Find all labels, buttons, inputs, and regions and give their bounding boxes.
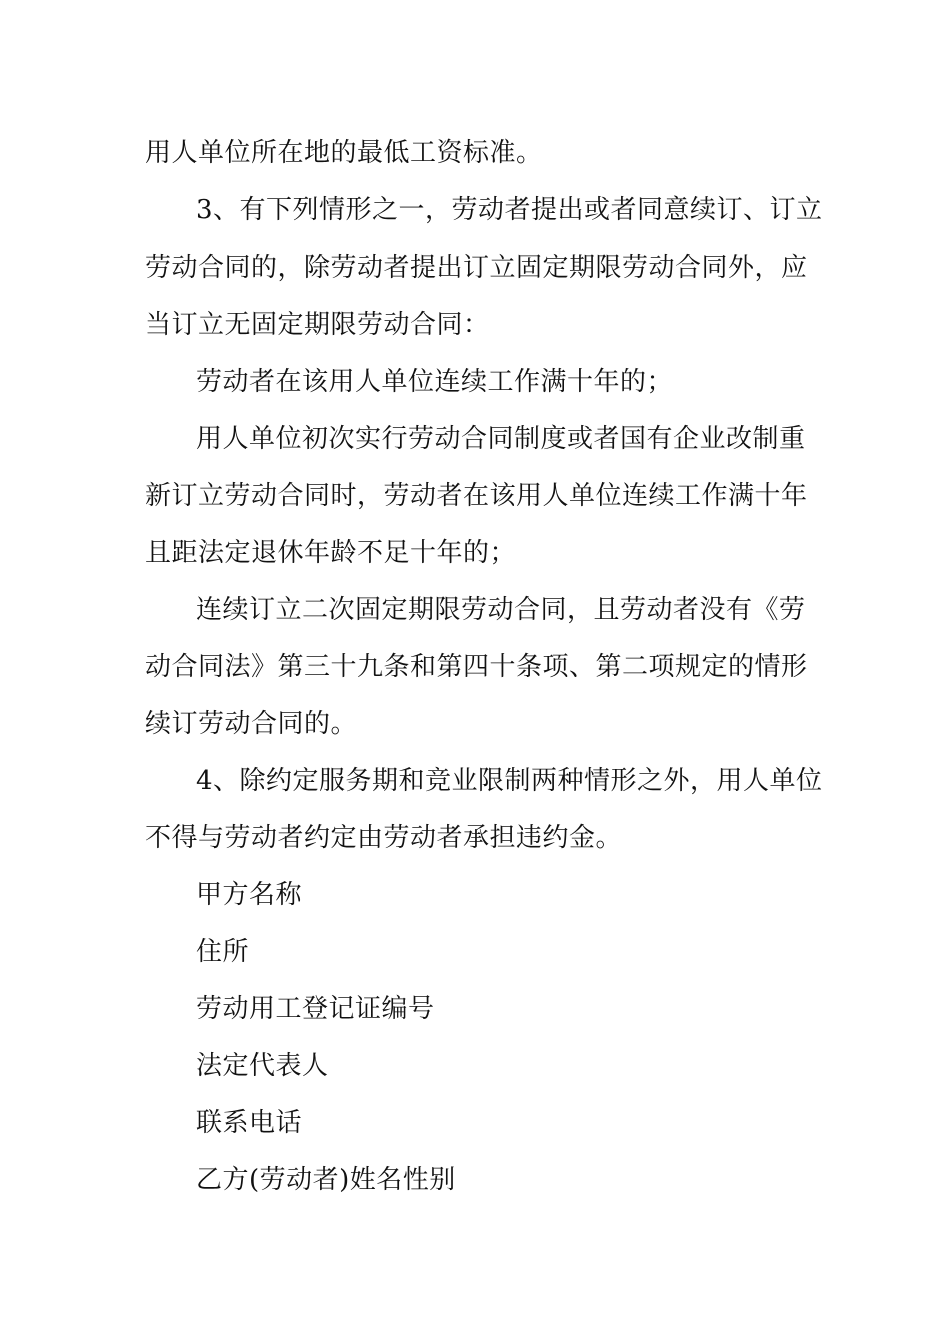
paragraph-line: 且距法定退休年龄不足十年的； [145,538,517,568]
paragraph-line: 当订立无固定期限劳动合同： [145,310,490,340]
paragraph-line: 劳动者在该用人单位连续工作满十年的； [196,367,674,397]
form-field-label: 联系电话 [196,1108,303,1138]
paragraph-line: 4、除约定服务期和竞业限制两种情形之外，用人单位 [196,766,823,796]
paragraph-line: 新订立劳动合同时，劳动者在该用人单位连续工作满十年 [145,481,808,511]
form-field-label: 住所 [196,937,250,967]
form-field-label: 法定代表人 [196,1051,329,1081]
paragraph-line: 不得与劳动者约定由劳动者承担违约金。 [145,823,623,853]
form-field-label: 劳动用工登记证编号 [196,994,435,1024]
paragraph-line: 连续订立二次固定期限劳动合同，且劳动者没有《劳 [196,595,806,625]
paragraph-line: 3、有下列情形之一，劳动者提出或者同意续订、订立 [196,195,823,225]
paragraph-line: 动合同法》第三十九条和第四十条项、第二项规定的情形 [145,652,808,682]
paragraph-line: 用人单位所在地的最低工资标准。 [145,138,543,168]
paragraph-line: 续订劳动合同的。 [145,709,358,739]
paragraph-line: 用人单位初次实行劳动合同制度或者国有企业改制重 [196,424,806,454]
form-field-label: 甲方名称 [196,880,303,910]
form-field-label: 乙方(劳动者)姓名性别 [196,1165,456,1195]
paragraph-line: 劳动合同的，除劳动者提出订立固定期限劳动合同外，应 [145,253,808,283]
